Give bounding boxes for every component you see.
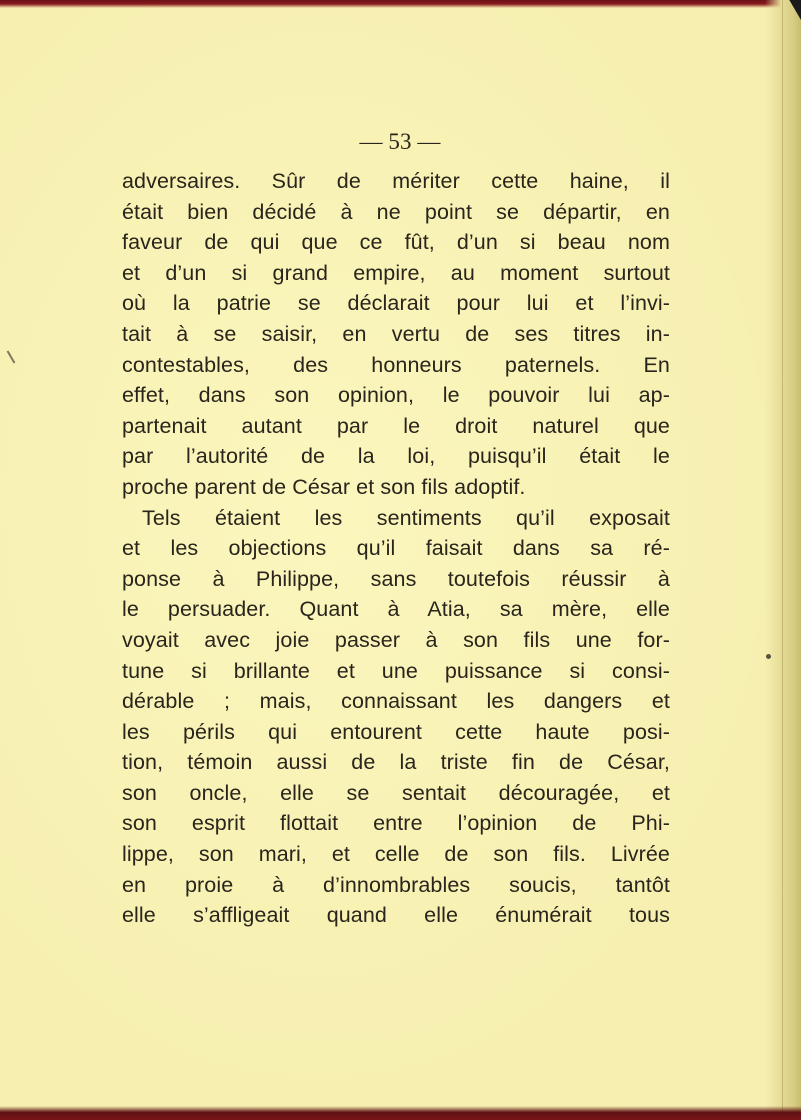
text-line: elle s’affligeait quand elle énumérait tous bbox=[122, 903, 670, 928]
text-line: lippe, son mari, et celle de son fils. Livrée bbox=[122, 842, 670, 867]
text-line: et d’un si grand empire, au moment surtout bbox=[122, 260, 670, 285]
paragraph-start-line: Tels étaient les sentiments qu’il exposait bbox=[142, 505, 670, 530]
text-line: effet, dans son opinion, le pouvoir lui ap- bbox=[122, 383, 670, 408]
margin-mark bbox=[7, 350, 16, 363]
text-line: faveur de qui que ce fût, d’un si beau nom bbox=[122, 230, 670, 255]
text-line: en proie à d’innombrables soucis, tantôt bbox=[122, 872, 670, 897]
text-line: où la patrie se déclarait pour lui et l’invi- bbox=[122, 291, 670, 316]
ink-speck bbox=[766, 654, 771, 659]
text-line: proche parent de César et son fils adoptif. bbox=[122, 474, 526, 499]
text-line: le persuader. Quant à Atia, sa mère, elle bbox=[122, 597, 670, 622]
text-line: partenait autant par le droit naturel que bbox=[122, 413, 670, 438]
text-line: les périls qui entourent cette haute posi- bbox=[122, 719, 670, 744]
page-bottom-edge bbox=[0, 1106, 801, 1120]
page-right-edge bbox=[765, 0, 801, 1120]
text-line: par l’autorité de la loi, puisqu’il était le bbox=[122, 444, 670, 469]
text-line: tion, témoin aussi de la triste fin de César, bbox=[122, 750, 670, 775]
text-line: et les objections qu’il faisait dans sa ré- bbox=[122, 536, 670, 561]
page-number: — 53 — bbox=[359, 129, 441, 154]
text-line: contestables, des honneurs paternels. En bbox=[122, 352, 670, 377]
page-top-edge bbox=[0, 0, 801, 8]
text-line: dérable ; mais, connaissant les dangers et bbox=[122, 689, 670, 714]
text-line: son oncle, elle se sentait découragée, et bbox=[122, 780, 670, 805]
text-line: tait à se saisir, en vertu de ses titres in- bbox=[122, 321, 670, 346]
text-line: son esprit flottait entre l’opinion de Phi- bbox=[122, 811, 670, 836]
text-line: voyait avec joie passer à son fils une for- bbox=[122, 627, 670, 652]
page-fold-line bbox=[782, 0, 783, 1120]
text-line: tune si brillante et une puissance si consi- bbox=[122, 658, 670, 683]
text-line: adversaires. Sûr de mériter cette haine, il bbox=[122, 169, 670, 193]
page-text bbox=[122, 128, 670, 931]
text-line: ponse à Philippe, sans toutefois réussir à bbox=[122, 566, 670, 591]
text-line: était bien décidé à ne point se départir, en bbox=[122, 199, 670, 224]
